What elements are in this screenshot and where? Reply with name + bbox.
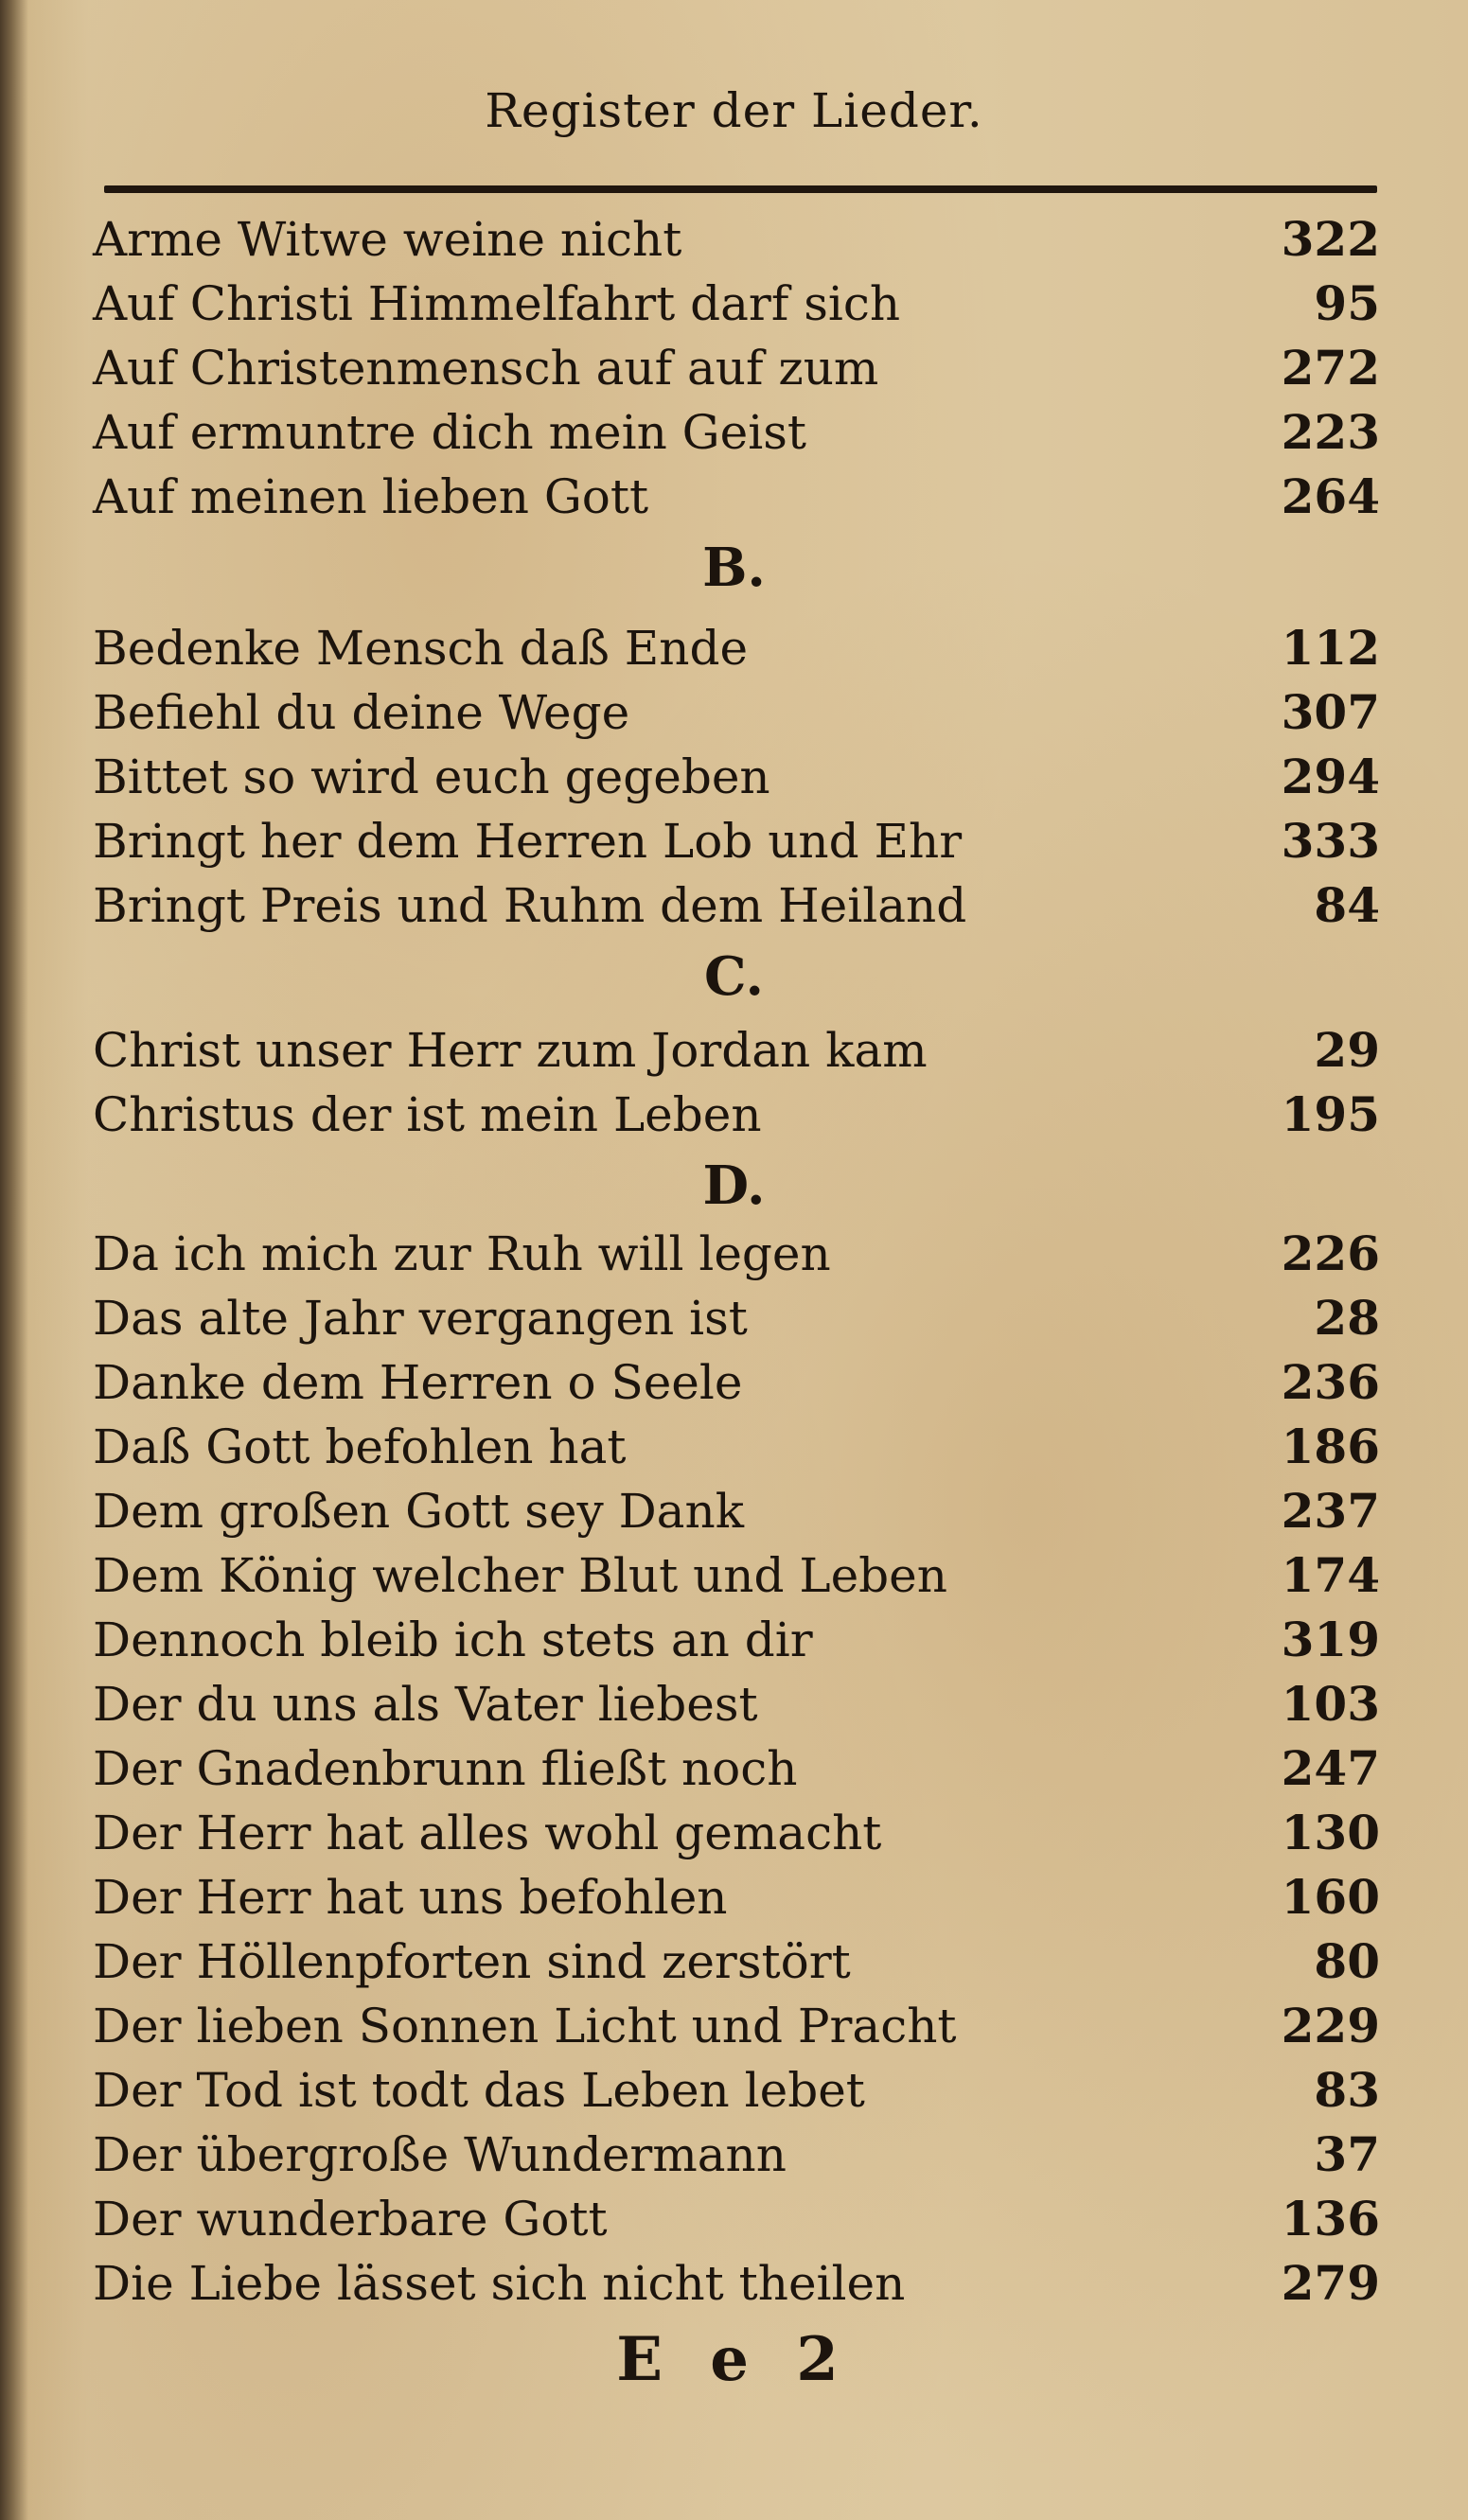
index-entry — [93, 1607, 1380, 1673]
entry-page-number: 307 — [1281, 684, 1380, 740]
index-entry — [93, 744, 1380, 810]
entry-page-number: 294 — [1281, 749, 1380, 804]
entry-title: Dem großen Gott sey Dank — [93, 1484, 744, 1539]
entry-page-number: 272 — [1281, 340, 1380, 396]
entry-title: Bedenke Mensch daß Ende — [93, 621, 749, 676]
entry-title: Auf ermuntre dich mein Geist — [93, 405, 806, 460]
entry-title: Christus der ist mein Leben — [93, 1087, 762, 1142]
index-entry — [93, 1929, 1380, 1995]
index-entry — [93, 335, 1380, 401]
entry-page-number: 37 — [1314, 2126, 1380, 2182]
signature-mark: E e 2 — [616, 2324, 852, 2395]
entry-title: Bittet so wird euch gegeben — [93, 749, 770, 804]
entry-title: Auf meinen lieben Gott — [93, 469, 649, 524]
entry-title: Auf Christi Himmelfahrt darf sich — [93, 276, 901, 331]
entry-title: Auf Christenmensch auf auf zum — [93, 341, 879, 396]
entry-page-number: 264 — [1281, 468, 1380, 524]
index-entry — [93, 1221, 1380, 1287]
entry-page-number: 130 — [1281, 1805, 1380, 1860]
index-entry — [93, 271, 1380, 337]
entry-page-number: 112 — [1281, 620, 1380, 676]
index-entry — [93, 464, 1380, 530]
entry-title: Bringt Preis und Ruhm dem Heiland — [93, 878, 967, 933]
entry-page-number: 236 — [1281, 1354, 1380, 1410]
section-letter: B. — [702, 537, 766, 599]
index-entry — [93, 1864, 1380, 1930]
entry-page-number: 29 — [1314, 1022, 1380, 1078]
entry-title: Der Herr hat uns befohlen — [93, 1870, 728, 1925]
entry-title: Der Tod ist todt das Leben lebet — [93, 2063, 865, 2118]
entry-title: Da ich mich zur Ruh will legen — [93, 1226, 831, 1281]
entry-title: Christ unser Herr zum Jordan kam — [93, 1023, 928, 1078]
entry-title: Das alte Jahr vergangen ist — [93, 1291, 748, 1346]
index-entry — [93, 1993, 1380, 2059]
entry-page-number: 247 — [1281, 1740, 1380, 1796]
entry-page-number: 80 — [1314, 1933, 1380, 1989]
entry-title: Der wunderbare Gott — [93, 2192, 608, 2247]
entry-page-number: 103 — [1281, 1676, 1380, 1732]
entry-title: Der lieben Sonnen Licht und Pracht — [93, 1999, 957, 2053]
entry-title: Danke dem Herren o Seele — [93, 1355, 743, 1410]
entry-title: Dennoch bleib ich stets an dir — [93, 1612, 813, 1667]
entry-title: Bringt her dem Herren Lob und Ehr — [93, 814, 963, 869]
section-letter: C. — [703, 945, 765, 1008]
entry-title: Der Gnadenbrunn fließt noch — [93, 1741, 798, 1796]
entry-page-number: 28 — [1314, 1290, 1380, 1346]
entry-page-number: 195 — [1281, 1086, 1380, 1142]
entry-title: Der Höllenpforten sind zerstört — [93, 1934, 851, 1989]
entry-page-number: 186 — [1281, 1419, 1380, 1474]
index-entry — [93, 1542, 1380, 1609]
index-entry — [93, 808, 1380, 874]
index-entry — [93, 2122, 1380, 2188]
index-entry — [93, 1017, 1380, 1084]
index-entry — [93, 679, 1380, 746]
index-entry — [93, 1082, 1380, 1148]
entry-page-number: 333 — [1281, 813, 1380, 869]
index-entry — [93, 1800, 1380, 1866]
entry-title: Dem König welcher Blut und Leben — [93, 1548, 947, 1603]
entry-title: Der du uns als Vater liebest — [93, 1677, 758, 1732]
index-entry — [93, 872, 1380, 939]
index-entry — [93, 206, 1380, 273]
page-header: Register der Lieder. — [485, 83, 983, 138]
entry-title: Der Herr hat alles wohl gemacht — [93, 1806, 882, 1860]
index-entry — [93, 1478, 1380, 1544]
entry-page-number: 319 — [1281, 1612, 1380, 1667]
entry-page-number: 84 — [1314, 877, 1380, 933]
entry-title: Der übergroße Wundermann — [93, 2127, 787, 2182]
index-entry — [93, 1285, 1380, 1351]
entry-page-number: 226 — [1281, 1225, 1380, 1281]
entry-page-number: 279 — [1281, 2255, 1380, 2311]
index-entry — [93, 1671, 1380, 1737]
entry-page-number: 83 — [1314, 2062, 1380, 2118]
entry-page-number: 136 — [1281, 2191, 1380, 2247]
index-entry — [93, 615, 1380, 681]
entry-title: Daß Gott befohlen hat — [93, 1419, 627, 1474]
section-letter: D. — [702, 1154, 766, 1217]
index-entry — [93, 1736, 1380, 1802]
index-entry — [93, 2057, 1380, 2123]
entry-page-number: 322 — [1281, 211, 1380, 267]
entry-page-number: 229 — [1281, 1998, 1380, 2053]
entry-title: Arme Witwe weine nicht — [93, 212, 682, 267]
entry-page-number: 237 — [1281, 1483, 1380, 1539]
entry-page-number: 95 — [1314, 275, 1380, 331]
header-rule — [104, 185, 1377, 193]
entry-page-number: 223 — [1281, 404, 1380, 460]
index-entry — [93, 2186, 1380, 2252]
entry-title: Befiehl du deine Wege — [93, 685, 630, 740]
entry-title: Die Liebe lässet sich nicht theilen — [93, 2256, 906, 2311]
entry-page-number: 160 — [1281, 1869, 1380, 1925]
page-spine-edge — [0, 0, 28, 2520]
entry-page-number: 174 — [1281, 1547, 1380, 1603]
index-entry — [93, 1349, 1380, 1416]
index-entry — [93, 399, 1380, 466]
index-entry — [93, 2250, 1380, 2317]
index-entry — [93, 1414, 1380, 1480]
